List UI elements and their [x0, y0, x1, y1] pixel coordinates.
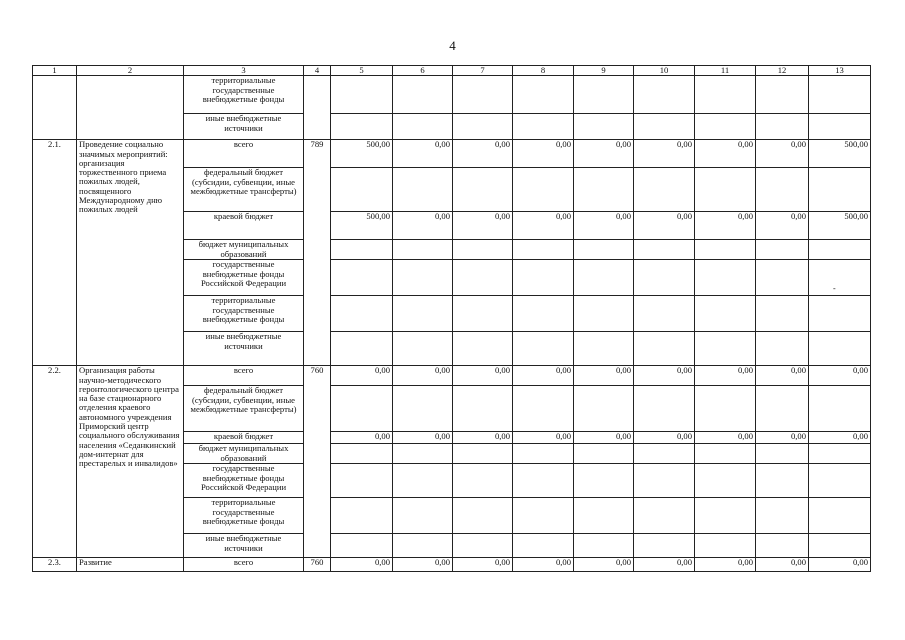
value-cell: [393, 114, 453, 140]
value-cell: [574, 114, 634, 140]
value-cell: [331, 76, 393, 114]
value-cell: 0,00: [756, 432, 809, 444]
value-cell: [331, 332, 393, 366]
col-header: 12: [756, 66, 809, 76]
source-label: иные внебюджетные источники: [184, 534, 304, 558]
value-cell: [453, 332, 513, 366]
value-cell: [809, 444, 871, 464]
value-cell: [574, 76, 634, 114]
value-cell: [756, 444, 809, 464]
value-cell: 0,00: [331, 432, 393, 444]
value-cell: 0,00: [756, 366, 809, 386]
value-cell: [453, 114, 513, 140]
value-cell: [634, 332, 695, 366]
value-cell: [331, 114, 393, 140]
value-cell: [695, 498, 756, 534]
col-header: 4: [304, 66, 331, 76]
value-cell: [809, 240, 871, 260]
stray-mark: -: [833, 284, 836, 293]
value-cell: [809, 168, 871, 212]
value-cell: 0,00: [393, 366, 453, 386]
item-name: Проведение социально значимых мероприятий: организация торжественного приема пожилых людей, посвященного Международному дню пожилых людей: [77, 140, 184, 366]
value-cell: [393, 260, 453, 296]
value-cell: 0,00: [453, 212, 513, 240]
value-cell: [634, 296, 695, 332]
table-row: [33, 76, 871, 114]
value-cell: [331, 386, 393, 432]
value-cell: 500,00: [331, 140, 393, 168]
value-cell: [513, 114, 574, 140]
value-cell: 0,00: [809, 558, 871, 572]
value-cell: [513, 386, 574, 432]
value-cell: [756, 498, 809, 534]
value-cell: [453, 296, 513, 332]
value-cell: [453, 76, 513, 114]
value-cell: [809, 464, 871, 498]
value-cell: 500,00: [809, 212, 871, 240]
value-cell: 0,00: [634, 140, 695, 168]
source-label: территориальные государственные внебюджетные фонды: [184, 498, 304, 534]
value-cell: [393, 76, 453, 114]
source-label: всего: [184, 140, 304, 168]
value-cell: 0,00: [453, 366, 513, 386]
col-header: 10: [634, 66, 695, 76]
value-cell: [756, 386, 809, 432]
value-cell: [634, 386, 695, 432]
value-cell: [695, 464, 756, 498]
value-cell: [574, 464, 634, 498]
value-cell: [574, 240, 634, 260]
col-header: 13: [809, 66, 871, 76]
value-cell: 0,00: [695, 140, 756, 168]
source-label: бюджет муниципальных образований: [184, 240, 304, 260]
value-cell: [574, 444, 634, 464]
value-cell: [331, 296, 393, 332]
value-cell: [634, 498, 695, 534]
value-cell: [574, 498, 634, 534]
value-cell: [393, 498, 453, 534]
value-cell: [513, 444, 574, 464]
value-cell: [513, 76, 574, 114]
value-cell: [574, 260, 634, 296]
value-cell: [809, 76, 871, 114]
value-cell: 0,00: [393, 432, 453, 444]
col-header: 5: [331, 66, 393, 76]
value-cell: [393, 444, 453, 464]
value-cell: [453, 534, 513, 558]
value-cell: [331, 260, 393, 296]
value-cell: 0,00: [331, 558, 393, 572]
value-cell: [393, 534, 453, 558]
value-cell: [695, 114, 756, 140]
value-cell: [453, 260, 513, 296]
value-cell: [634, 444, 695, 464]
source-label: всего: [184, 558, 304, 572]
value-cell: [634, 260, 695, 296]
value-cell: [453, 444, 513, 464]
value-cell: 0,00: [756, 140, 809, 168]
source-label: иные внебюджетные источники: [184, 114, 304, 140]
value-cell: [453, 464, 513, 498]
value-cell: [331, 444, 393, 464]
value-cell: [453, 386, 513, 432]
source-label: федеральный бюджет (субсидии, субвенции, иные межбюджетные трансферты): [184, 168, 304, 212]
value-cell: [695, 76, 756, 114]
col-header: 3: [184, 66, 304, 76]
value-cell: 0,00: [513, 432, 574, 444]
value-cell: [634, 114, 695, 140]
value-cell: 0,00: [695, 366, 756, 386]
source-label: бюджет муниципальных образований: [184, 444, 304, 464]
value-cell: 0,00: [574, 366, 634, 386]
item-code: 760: [304, 366, 331, 558]
value-cell: [393, 168, 453, 212]
value-cell: [809, 498, 871, 534]
value-cell: [513, 464, 574, 498]
value-cell: [513, 168, 574, 212]
source-label: иные внебюджетные источники: [184, 332, 304, 366]
value-cell: 0,00: [513, 558, 574, 572]
col-header: 6: [393, 66, 453, 76]
col-header: 8: [513, 66, 574, 76]
value-cell: [331, 534, 393, 558]
value-cell: 0,00: [634, 212, 695, 240]
value-cell: [695, 296, 756, 332]
value-cell: 0,00: [634, 558, 695, 572]
value-cell: [809, 114, 871, 140]
value-cell: [695, 444, 756, 464]
value-cell: [453, 240, 513, 260]
value-cell: 0,00: [756, 212, 809, 240]
value-cell: [695, 386, 756, 432]
source-label: государственные внебюджетные фонды Российской Федерации: [184, 260, 304, 296]
value-cell: [756, 240, 809, 260]
value-cell: [453, 168, 513, 212]
value-cell: 500,00: [809, 140, 871, 168]
value-cell: 0,00: [513, 366, 574, 386]
empty-cell: [304, 76, 331, 140]
value-cell: 500,00: [331, 212, 393, 240]
item-name: Организация работы научно-методического геронтологического центра на базе стационарного отделения краевого автономного учреждения Приморский центр социального обслуживания населения «Седанкинский дом-интернат для престарелых и инвалидов»: [77, 366, 184, 558]
value-cell: 0,00: [393, 140, 453, 168]
value-cell: 0,00: [809, 366, 871, 386]
value-cell: [634, 464, 695, 498]
col-header: 1: [33, 66, 77, 76]
value-cell: [331, 240, 393, 260]
value-cell: [756, 534, 809, 558]
source-label: всего: [184, 366, 304, 386]
value-cell: 0,00: [453, 432, 513, 444]
value-cell: 0,00: [634, 432, 695, 444]
item-number: 2.3.: [33, 558, 77, 572]
header-row: [33, 66, 871, 76]
value-cell: [695, 332, 756, 366]
value-cell: [513, 534, 574, 558]
table-row: [33, 558, 871, 572]
value-cell: 0,00: [513, 212, 574, 240]
value-cell: 0,00: [453, 558, 513, 572]
value-cell: 0,00: [393, 558, 453, 572]
value-cell: [756, 76, 809, 114]
value-cell: [574, 386, 634, 432]
budget-table: [32, 65, 871, 572]
value-cell: [331, 498, 393, 534]
value-cell: 0,00: [453, 140, 513, 168]
value-cell: 0,00: [809, 432, 871, 444]
page-number: 4: [449, 38, 456, 53]
value-cell: [695, 534, 756, 558]
value-cell: [756, 296, 809, 332]
value-cell: 0,00: [756, 558, 809, 572]
item-code: 789: [304, 140, 331, 366]
value-cell: [331, 464, 393, 498]
value-cell: [513, 498, 574, 534]
table-row: [33, 366, 871, 386]
col-header: 2: [77, 66, 184, 76]
value-cell: [756, 260, 809, 296]
value-cell: [331, 168, 393, 212]
item-number: 2.1.: [33, 140, 77, 366]
source-label: государственные внебюджетные фонды Российской Федерации: [184, 464, 304, 498]
value-cell: 0,00: [393, 212, 453, 240]
value-cell: [756, 332, 809, 366]
value-cell: [634, 168, 695, 212]
value-cell: [393, 296, 453, 332]
value-cell: [634, 240, 695, 260]
value-cell: 0,00: [574, 558, 634, 572]
source-label: территориальные государственные внебюджетные фонды: [184, 296, 304, 332]
value-cell: 0,00: [574, 432, 634, 444]
value-cell: [634, 534, 695, 558]
value-cell: [574, 534, 634, 558]
value-cell: [393, 386, 453, 432]
item-number: 2.2.: [33, 366, 77, 558]
table-row: [33, 140, 871, 168]
value-cell: [809, 534, 871, 558]
value-cell: 0,00: [695, 432, 756, 444]
value-cell: [809, 386, 871, 432]
value-cell: [756, 168, 809, 212]
value-cell: [809, 260, 871, 296]
value-cell: [393, 464, 453, 498]
value-cell: [695, 260, 756, 296]
value-cell: 0,00: [634, 366, 695, 386]
source-label: федеральный бюджет (субсидии, субвенции, иные межбюджетные трансферты): [184, 386, 304, 432]
value-cell: [574, 168, 634, 212]
empty-cell: [77, 76, 184, 140]
source-label: краевой бюджет: [184, 212, 304, 240]
source-label: территориальные государственные внебюджетные фонды: [184, 76, 304, 114]
value-cell: 0,00: [574, 212, 634, 240]
value-cell: [809, 332, 871, 366]
empty-cell: [33, 76, 77, 140]
value-cell: [756, 464, 809, 498]
value-cell: [513, 332, 574, 366]
value-cell: [574, 332, 634, 366]
value-cell: 0,00: [331, 366, 393, 386]
col-header: 9: [574, 66, 634, 76]
value-cell: [809, 296, 871, 332]
value-cell: [513, 260, 574, 296]
value-cell: 0,00: [695, 558, 756, 572]
source-label: краевой бюджет: [184, 432, 304, 444]
col-header: 7: [453, 66, 513, 76]
value-cell: 0,00: [574, 140, 634, 168]
value-cell: [634, 76, 695, 114]
col-header: 11: [695, 66, 756, 76]
item-code: 760: [304, 558, 331, 572]
value-cell: [695, 240, 756, 260]
value-cell: 0,00: [513, 140, 574, 168]
value-cell: [574, 296, 634, 332]
item-name: Развитие: [77, 558, 184, 572]
value-cell: [513, 296, 574, 332]
value-cell: [453, 498, 513, 534]
value-cell: [393, 240, 453, 260]
value-cell: [695, 168, 756, 212]
value-cell: [513, 240, 574, 260]
value-cell: [393, 332, 453, 366]
value-cell: [756, 114, 809, 140]
value-cell: 0,00: [695, 212, 756, 240]
